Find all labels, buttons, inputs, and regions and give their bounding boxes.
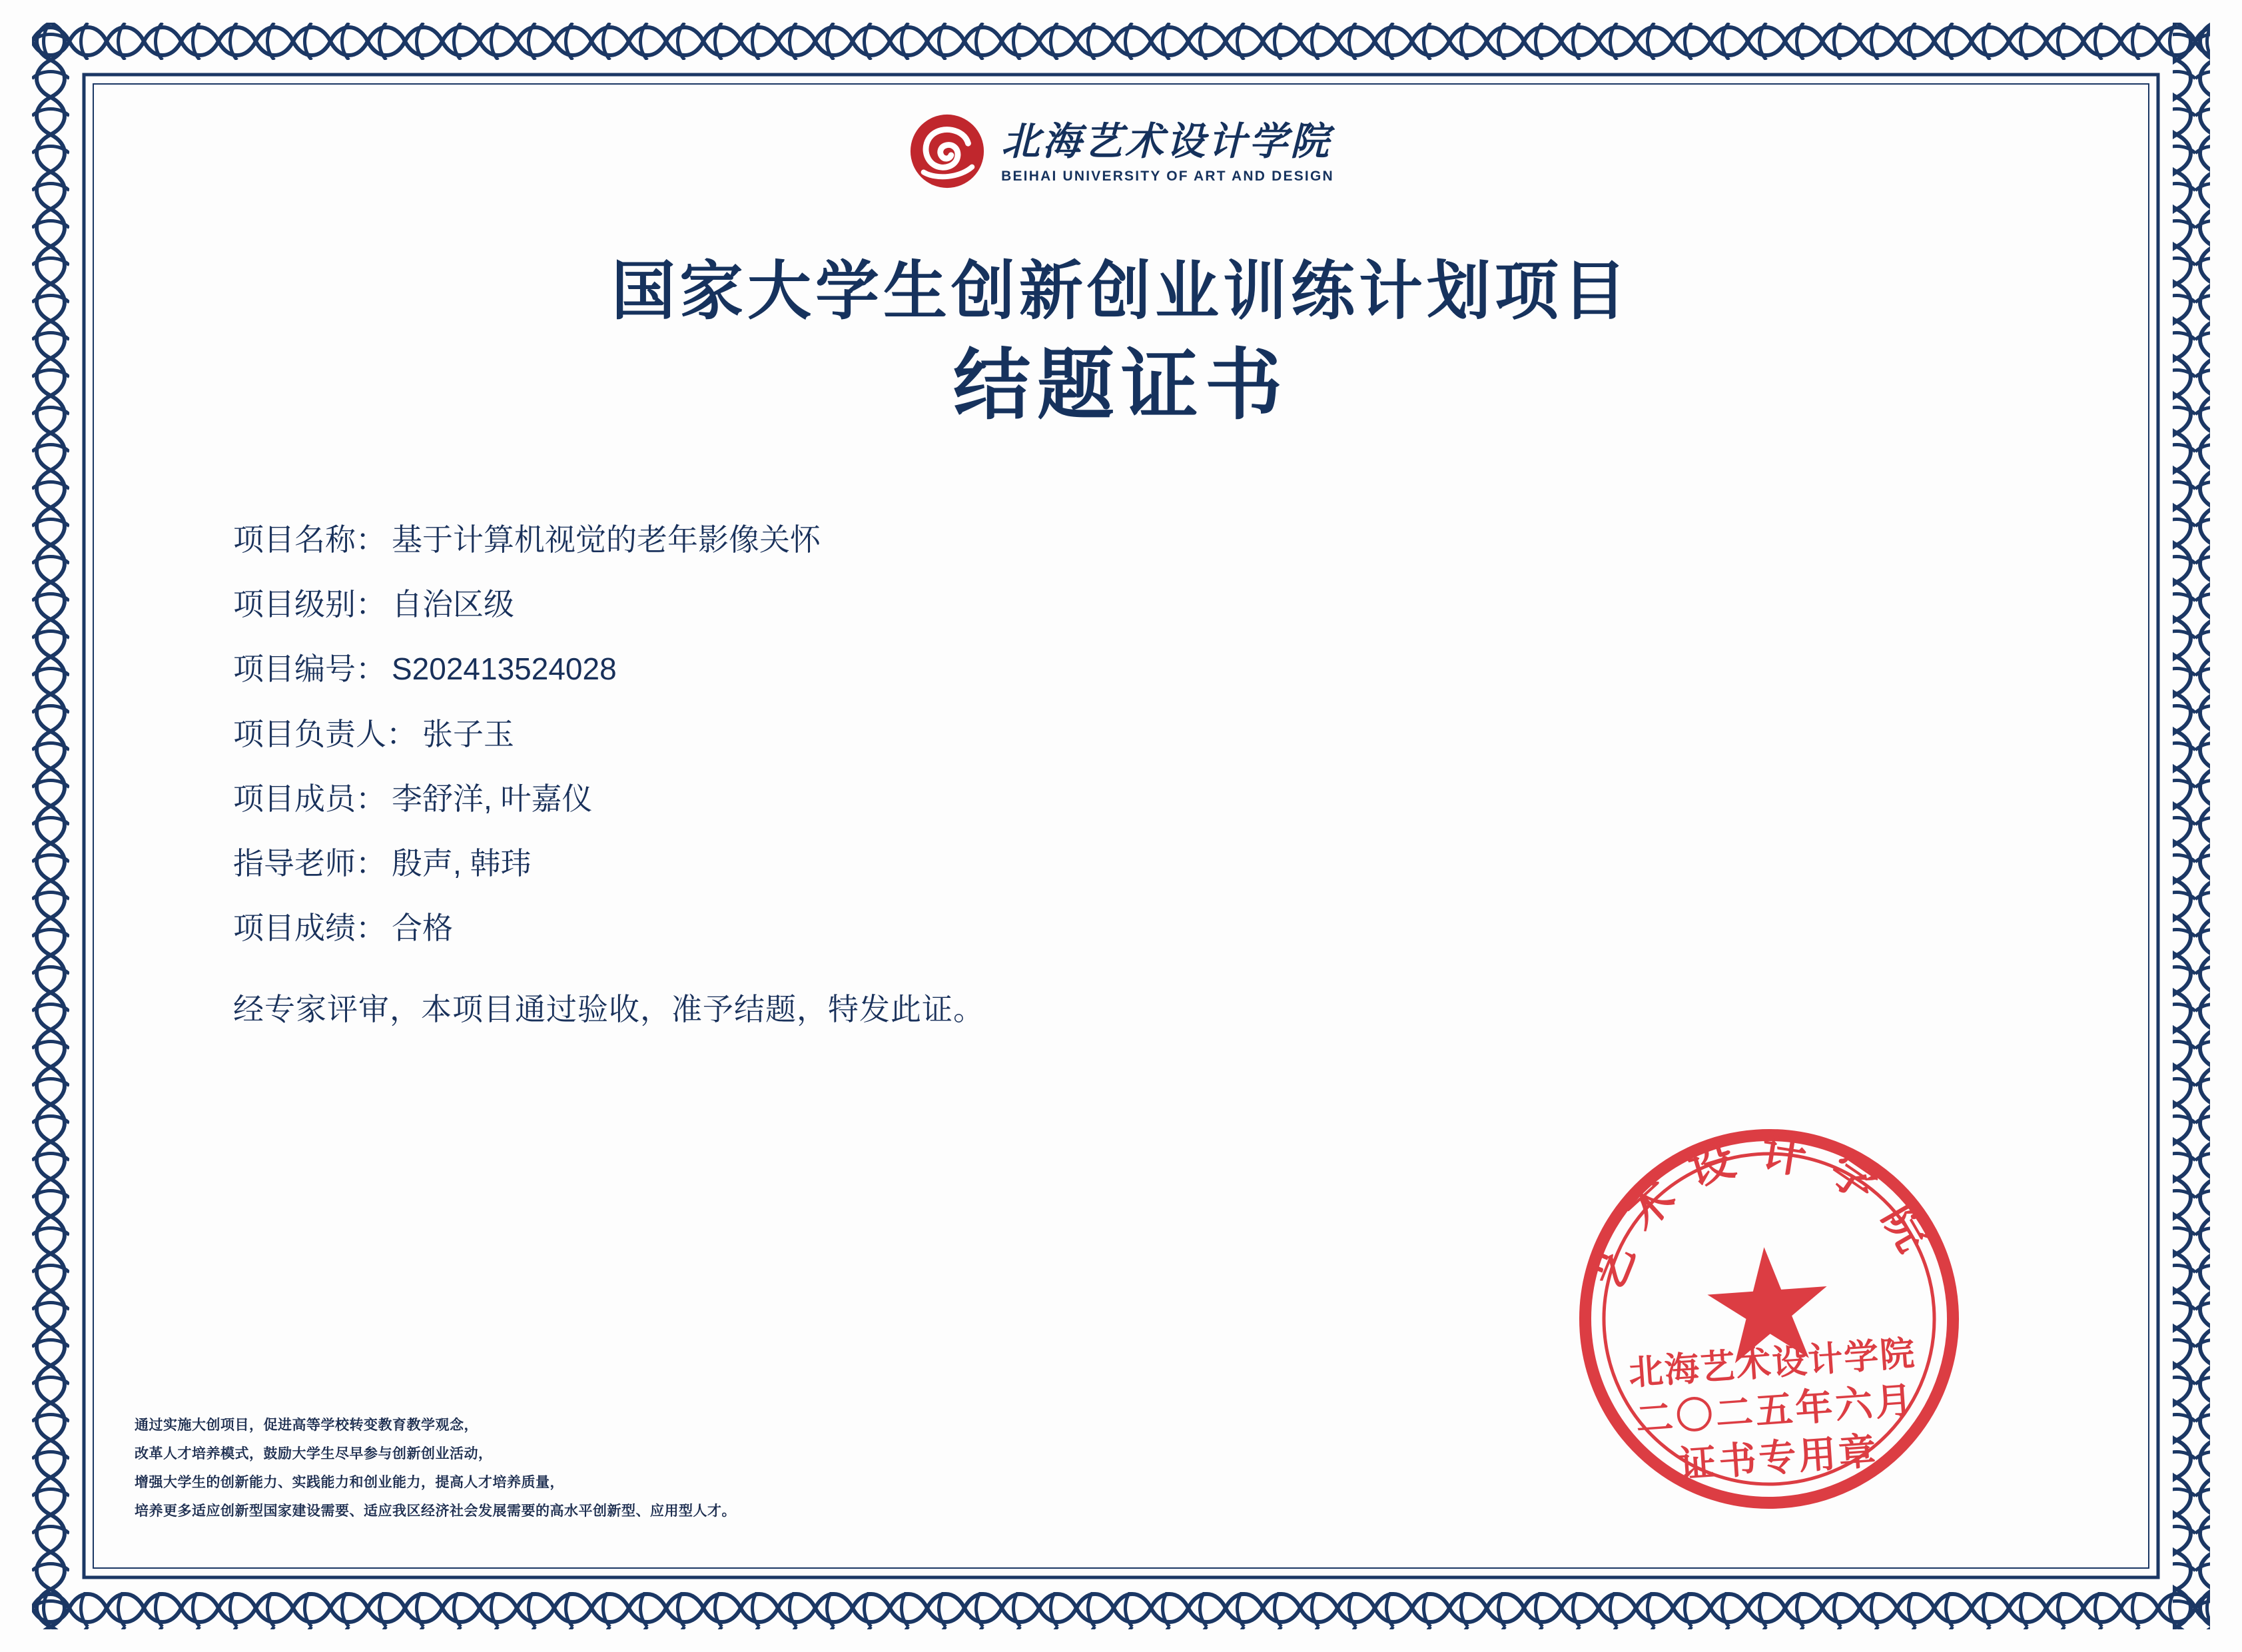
university-name-en: BEIHAI UNIVERSITY OF ART AND DESIGN [1001, 169, 1334, 185]
field-project-members [233, 781, 2036, 817]
spiral-wave-logo-icon [908, 112, 986, 191]
svg-text:艺术设计学院: 艺术设计学院 [1580, 1126, 1950, 1298]
university-name-cn: 北海艺术设计学院 [1001, 119, 1332, 163]
field-advisors [233, 845, 2036, 882]
field-label: 项目负责人： [233, 716, 417, 751]
field-label: 项目级别： [233, 587, 386, 622]
field-value: 张子玉 [422, 716, 514, 751]
title-line-1: 国家大学生创新创业训练计划项目 [611, 256, 1631, 327]
field-value: 殷声, 韩玮 [392, 845, 532, 881]
svg-text:北海艺术设计学院: 北海艺术设计学院 [1627, 1334, 1918, 1393]
footnote-line-3: 增强大学生的创新能力、实践能力和创业能力，提高人才培养质量， [135, 1473, 564, 1490]
footnote-line-2: 改革人才培养模式，鼓励大学生尽早参与创新创业活动， [135, 1445, 493, 1461]
official-seal [1556, 1106, 1982, 1532]
footnote-line-4: 培养更多适应创新型国家建设需要、适应我区经济社会发展需要的高水平创新型、应用型人才。 [135, 1502, 736, 1519]
title-line-2: 结题证书 [953, 344, 1289, 429]
certificate-title [100, 252, 2142, 435]
field-value: 自治区级 [392, 587, 514, 622]
field-value: S202413524028 [392, 651, 617, 687]
footnote-line-1: 通过实施大创项目，促进高等学校转变教育教学观念， [135, 1416, 478, 1433]
field-label: 项目成员： [233, 781, 386, 816]
field-value: 合格 [392, 911, 453, 946]
field-project-level [233, 586, 2036, 623]
footnote-text [135, 1411, 1134, 1525]
project-details [233, 522, 2036, 1029]
university-logo [100, 112, 2142, 191]
certificate-content [100, 80, 2142, 1572]
field-label: 项目成绩： [233, 911, 386, 946]
svg-text:二〇二五年六月: 二〇二五年六月 [1634, 1380, 1917, 1442]
field-project-name [233, 522, 2036, 558]
field-project-leader [233, 716, 2036, 753]
field-value: 李舒洋, 叶嘉仪 [392, 781, 593, 816]
field-project-number [233, 651, 2036, 687]
field-label: 项目名称： [233, 522, 386, 557]
field-grade [233, 910, 2036, 947]
field-label: 项目编号： [233, 651, 386, 687]
field-label: 指导老师： [233, 845, 386, 881]
svg-text:证书专用章: 证书专用章 [1677, 1431, 1880, 1486]
field-value: 基于计算机视觉的老年影像关怀 [392, 522, 821, 557]
approval-statement: 经专家评审，本项目通过验收，准予结题，特发此证。 [233, 992, 984, 1027]
